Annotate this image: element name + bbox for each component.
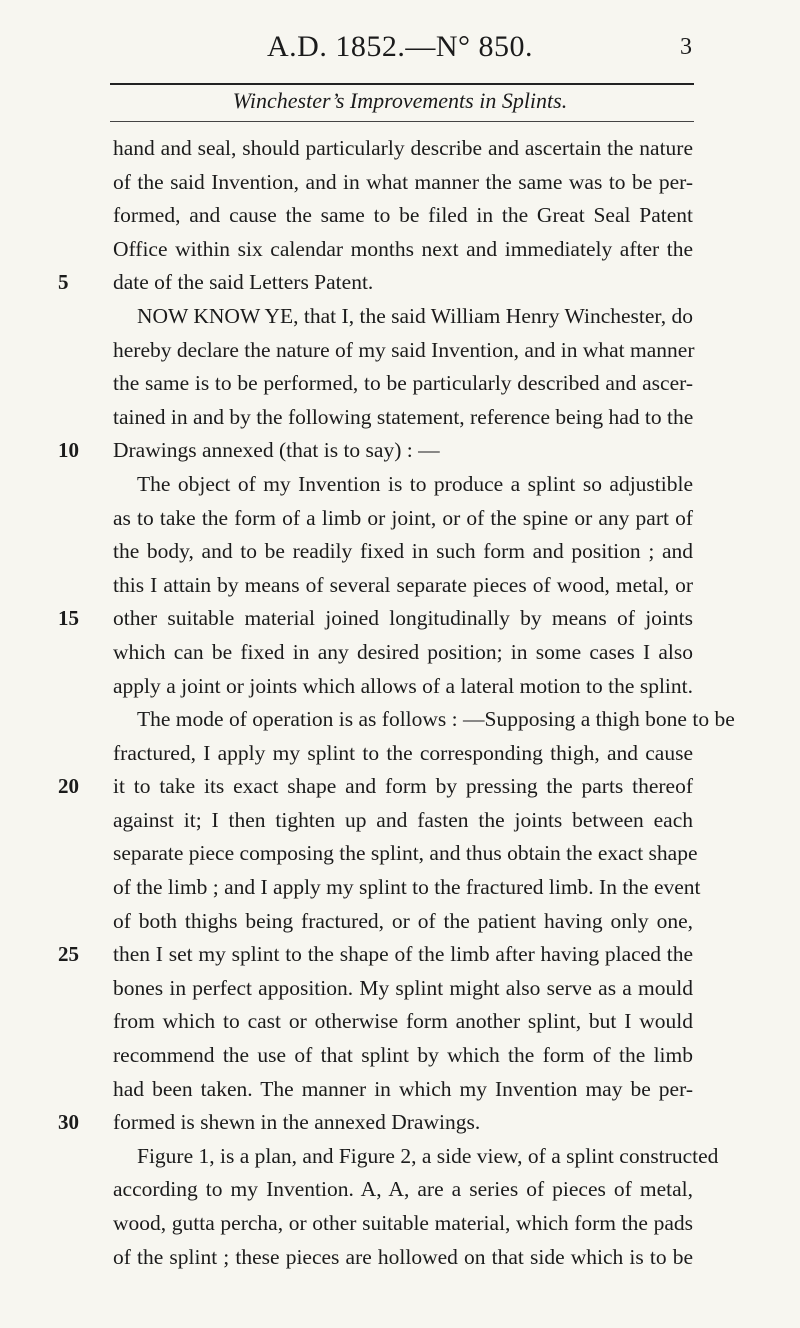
text-line: this I attain by means of several separate pieces of wood, metal, or [113, 572, 693, 597]
text-line: The mode of operation is as follows : —Supposing a thigh bone to be [137, 707, 735, 732]
subheading-rule [110, 121, 694, 122]
text-line: as to take the form of a limb or joint, or of the spine or any part of [113, 505, 693, 530]
running-subheading: Winchester’s Improvements in Splints. [232, 88, 568, 113]
line-number: 20 [58, 774, 79, 799]
text-line: separate piece composing the splint, and thus obtain the exact shape [113, 841, 698, 866]
text-line: had been taken. The manner in which my Invention may be per- [113, 1076, 693, 1101]
text-line: of the said Invention, and in what manner the same was to be per- [113, 169, 693, 194]
text-line: NOW KNOW YE, that I, the said William Henry Winchester, do [137, 303, 693, 328]
text-line: Office within six calendar months next and immediately after the [113, 236, 693, 261]
text-line: it to take its exact shape and form by pressing the parts thereof [113, 774, 693, 799]
text-line: bones in perfect apposition. My splint might also serve as a mould [113, 975, 693, 1000]
line-number: 5 [58, 270, 69, 295]
text-line: other suitable material joined longitudinally by means of joints [113, 606, 693, 631]
text-line: date of the said Letters Patent. [113, 270, 374, 295]
line-number: 15 [58, 606, 79, 631]
text-line: of the limb ; and I apply my splint to the fractured limb. In the event [113, 875, 701, 900]
text-line: the same is to be performed, to be particularly described and ascer- [113, 371, 693, 396]
text-line: Drawings annexed (that is to say) : — [113, 438, 440, 463]
text-line: fractured, I apply my splint to the corresponding thigh, and cause [113, 740, 693, 765]
body-text [113, 132, 735, 1274]
text-line: formed, and cause the same to be filed in the Great Seal Patent [113, 203, 693, 228]
page-number: 3 [680, 34, 692, 60]
text-line: from which to cast or otherwise form another splint, but I would [113, 1009, 693, 1034]
text-line: apply a joint or joints which allows of a lateral motion to the splint. [113, 673, 693, 698]
line-number: 10 [58, 438, 79, 463]
text-line: against it; I then tighten up and fasten the joints between each [113, 807, 693, 832]
text-line: Figure 1, is a plan, and Figure 2, a side view, of a splint constructed [137, 1143, 719, 1168]
header-rule [110, 83, 694, 85]
text-line: then I set my splint to the shape of the limb after having placed the [113, 942, 693, 967]
text-line: hereby declare the nature of my said Invention, and in what manner [113, 337, 695, 362]
text-line: which can be fixed in any desired position; in some cases I also [113, 639, 693, 664]
text-line: formed is shewn in the annexed Drawings. [113, 1110, 481, 1135]
line-number: 30 [58, 1110, 79, 1135]
text-line: tained in and by the following statement, reference being had to the [113, 404, 694, 429]
text-line: wood, gutta percha, or other suitable material, which form the pads [113, 1211, 693, 1235]
text-line: according to my Invention. A, A, are a series of pieces of metal, [113, 1177, 693, 1202]
text-line: the body, and to be readily fixed in such form and position ; and [113, 539, 693, 564]
text-line: recommend the use of that splint by which the form of the limb [113, 1043, 693, 1068]
text-line: of the splint ; these pieces are hollowed on that side which is to be [113, 1244, 693, 1269]
page-header-title: A.D. 1852.—N° 850. [267, 30, 533, 63]
text-line: hand and seal, should particularly describe and ascertain the nature [113, 136, 693, 160]
text-line: The object of my Invention is to produce a splint so adjustible [137, 471, 693, 496]
line-number: 25 [58, 942, 79, 967]
text-line: of both thighs being fractured, or of the patient having only one, [113, 908, 693, 933]
